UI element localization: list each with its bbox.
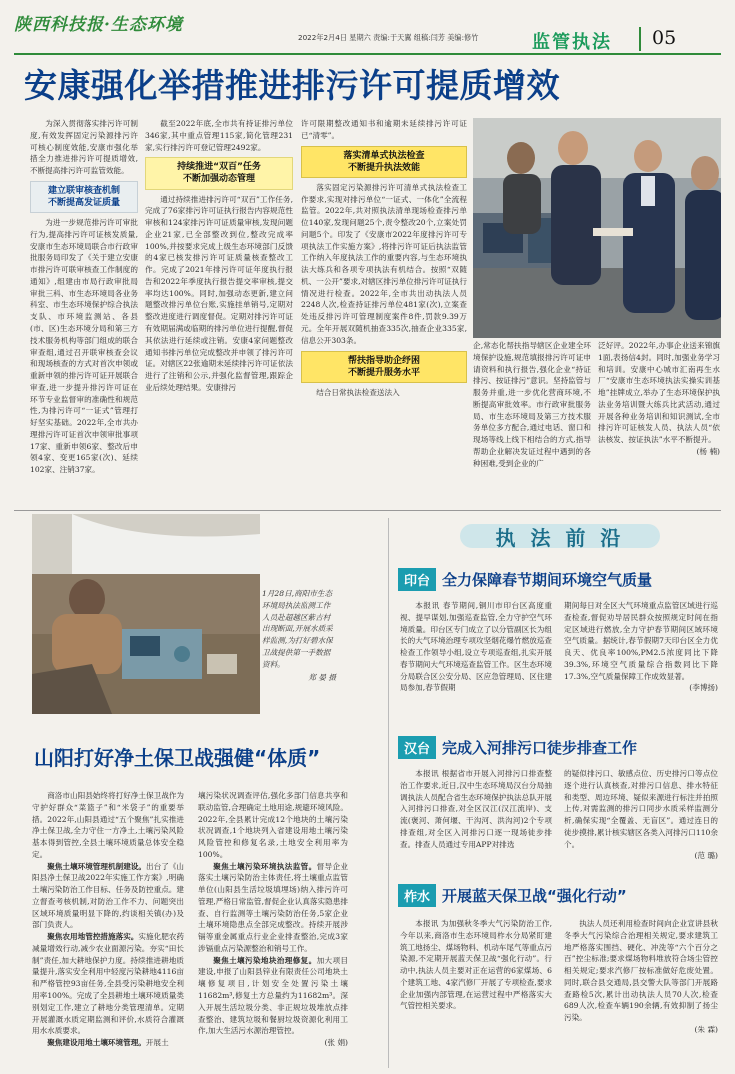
news-2-column-2 [564,768,718,874]
section-divider [14,510,721,511]
inspection-photo-illustration [473,118,721,338]
lead-column-3 [301,118,467,508]
lead-author: (杨 楠) [696,446,720,456]
lead-subhead-2: 持续推进“双百”任务 不断加强动态管理 [145,157,293,189]
caption-text: 1月28日,商阳市生态环境局执法监测工作人员赴超越区紫吉村出现断面,开展水质采样监测,为打好碧水保卫战提供第一手数据资料。 [262,589,333,669]
shanyang-point-1: 聚焦土壤环境管理机制建设。 [47,861,147,871]
shanyang-point-3-text: 开展土 [145,1038,169,1048]
news-3-col2: 执法人员还利用检查时间向企业宣讲县秋冬季大气污染综合治理相关规定,要求建筑工地严格落实围挡、硬化、冲洗等“六个百分之百”控尘标准;要求煤场物料堆放符合场尘管控相关规定;要求汽修厂按标准做好危废处置。同时,联合县交通局,县交警大队等部门开展路查路检5次,累计出动执法人员70人次,检查689人次,检查车辆190余辆,有效抑制了扬尘污染。 [564,919,718,1023]
news-1-col2: 期间每日对全区大气环境重点监管区域进行巡查检查,督促劝导居民群众按照规定时间在指定区域进行燃放,全力守护春节期间区域环境空气质量。据统计,春节假期7天印台区全力优良天、优良率100%,PM2.5浓度同比下降39.3%,环境空气质量综合指数同比下降17.3%,空气质量保障工作成效显著。 [564,601,718,681]
masthead-issue-info: 2022年2月4日 星期六 责编:于天翼 组稿:闫芳 美编:修竹 [298,33,479,42]
lead-column-2 [145,118,293,508]
lead-col5-body: 泛好评。2022年,办事企业送来锦旗1面,表扬信4封。同时,加强业务学习和培训。安康中心城市汇南再生水厂“安康市生态环境执法实操实训基地”挂牌成立,举办了生态环境保护执法业务培训暨大练兵比武活动,通过开展各种业务培训和知识测试,全市排污许可证核发人员、执法人员“依法核发、按证执法”水平不断提升。 [598,341,720,445]
masthead-logo: 陕西科技报·生态环境 [14,15,183,35]
lead-subhead-4: 帮扶指导助企纾困 不断提升服务水平 [301,351,467,383]
shanyang-column-2 [198,790,348,1070]
lead-col3-tail: 结合日常执法检查送法入 [316,387,400,397]
lead-col2-intro: 截至2022年底,全市共有持证排污单位346家,其中重点管理115家,简化管理231家,实行排污许可登记管理2492家。 [145,119,293,152]
lead-headline: 安康强化举措推进排污许可提质增效 [24,66,560,105]
news-2-col2: 的疑似排污口、敏感点位、历史排污口等点位逐个进行认真核查,对排污口信息、排水特征和类型、周边环境、疑似来源进行标注并拍照上传,对需监测的排污口同步水质采样监测分析,确保实现“全覆盖、无盲区”。通过连日的徒步摸排,累计核实辖区各类入河排污口110余个。 [564,769,718,849]
news-3-column-1 [400,918,552,1068]
page-number: 05 [652,27,677,49]
caption-credit: 郑 晏 摄 [308,673,336,683]
lead-col3-body: 落实固定污染源排污许可清单式执法检查工作要求,实现对排污单位“一证式、一体化”全流程监管。2022年,共对照执法清单现场检查排污单位140家,发现问题25个,责令整改20个,立案处罚问题5个。印发了《安康市2022年度排污许可专项执法工作实施方案》,将排污许可证后执法监管工作纳入年度执法工作的重要内容,与生态环境执法大练兵和各项专项执法有机结合。按照“双随机、一公开”要求,对辖区排污单位排污许可证执行情况进行检查。2022年,全市共出动执法人员2248人次,检查持证排污单位481家(次),立案查处违反排污许可管理制度案件8件,罚款9.39万元。全年开展双随机抽查335次,抽查企业335家,信息公开303条。 [301,182,467,345]
shanyang-point-2: 聚焦农用地管控措施落实。 [47,932,139,942]
news-2-author: (范 璐) [694,851,718,861]
shanyang-point-4-text: 督导企业落实土壤污染防治主体责任,将土壤重点监管单位(山阳县生活垃圾填埋场)纳入排污许可管理,严格日常监管,督促企业认真落实隐患排查、自行监测等土壤污染防治任务,5家企业土壤环境隐患点全部完成整改。持续开展涉镉等重金属重点行业企业排查整治,完成3家涉镉重点污染源整治和销号工作。 [198,861,348,953]
lead-column-1 [30,118,138,508]
sampling-photo-illustration [32,514,260,714]
lead-intro: 为深入贯彻落实排污许可制度,有效发挥固定污染源排污许可核心制度效能,安康市强化举措全力推进排污许可提质增效,不断提高排污许可监管效能。 [30,119,138,176]
masthead-rule [14,53,721,55]
shanyang-photo-sampling [32,514,260,714]
frontline-banner [460,518,660,554]
shanyang-point-4: 聚焦土壤污染环境执法监管。 [213,861,317,871]
shanyang-headline: 山阳打好净土保卫战强健“体质” [34,746,321,770]
news-1-title: 全力保障春节期间环境空气质量 [442,571,653,589]
news-2-tag: 汉台 [398,736,436,759]
lead-column-4 [473,340,591,510]
masthead [0,0,735,58]
masthead-divider [639,27,641,51]
news-3-col1: 本报讯 为加强秋冬季大气污染防治工作,今年以来,商洛市生态环境局柞水分局紧盯建筑工地扬尘、煤场物料、机动车尾气等重点污染源,不定期开展蓝天保卫战“强化行动”。行动中,执法人员主要对正在运营的6家煤场、6个建筑工地、4家汽修厂开展了专项检查,要求企业加强内部管理,在运营过程中严格落实大气管控相关要求。 [400,919,552,1011]
shanyang-point-2-text: 实施化肥农药减量增效行动,减少农业面源污染。夯实“田长制”责任,加大耕地保护力度。持续推进耕地质量提升,落实安全利用中轻度污染耕地4116亩和严格管控93亩任务,全县受污染耕地安全利用率100%。完成了全县耕地土壤环境质量类别划定工作,建立了耕地分类管理清单。定期开展灌溉水质定期监测和评价,水质符合灌溉用水水质要求。 [32,932,184,1036]
shanyang-author: (张 娟) [324,1038,348,1048]
shanyang-point-3: 聚焦建设用地土壤环境管理。 [47,1038,146,1048]
shanyang-point-5-text: 加大项目建设,申报了山阳县锌业有限责任公司地块土壤修复项目,计划安全处置污染土壤11682m³,修复土方总量约为11682m³。深入开展生活垃圾分类、非正规垃圾堆放点排查整治、建筑垃圾和餐厨垃圾资源化利用工作,加大生活污水源治理管控。 [198,955,348,1036]
news-1-col1: 本报讯 春节期间,铜川市印台区高度重视、提早谋划,加强巡查监管,全力守护空气环境质量。印台区专门成立了以分管副区长为组长的大气环境治理专项攻坚烟花爆竹燃放巡查检查工作领导小组,设立专项巡查组,扎实开展春节期间大气环境巡查监管工作。区生态环境分局联合区公安分局、区应急管理局、区住建局参加,春节假期 [400,601,552,693]
news-3-header [398,884,718,907]
news-1-column-2 [564,600,718,700]
news-1-author: (李博扬) [689,683,718,693]
lead-subhead-3: 落实清单式执法检查 不断提升执法效能 [301,146,467,178]
shanyang-point-5: 聚焦土壤污染地块治理修复。 [213,955,317,965]
news-2-header [398,736,718,759]
lead-col4-body: 企,常态化帮扶指导辖区企业建全环境保护设施,规范填报排污许可证申请资料和执行报告,强化企业“持证排污、按证排污”意识。坚持监管与服务并重,进一步优化营商环境,不断提高审批效率。市行政审批服务局、市生态环境局及第三方技术服务单位多方配合,通过电话、窗口和现场等线上线下相结合的方式,指导帮助企业解决发证过程中遇到的各种困难,受到企业的广 [473,341,591,468]
news-1-tag: 印台 [398,568,436,591]
shanyang-column-1 [32,790,184,1070]
shanyang-col2-a: 壤污染状况调查评估,强化多部门信息共享和联动监管,合理确定土地用途,规避环境风险。2022年,全县累计完成12个地块的土壤污染状况调查,1个地块列入省建设用地土壤污染风险管控和修复名录,土地安全利用率为100%。 [198,791,348,859]
lead-col1-body: 为进一步规范排污许可审批行为,提高排污许可证核发质量,安康市生态环境局联合市行政审批服务局印发了《关于建立安康市排污许可联审核查工作制度的通知》,组建由市局行政审批局审批三科、市生态环境局各业务科室、市生态环境保护综合执法支队、市环境监测站、各县(市、区)生态环境分局和第三方技术服务机构等部门组成的联合审查组,通过召开联审核查会议和现场核查的方式对首次申领或重新申领的排污许可证开展联合审查,进一步提升排污许可证在环节专业监督审的准确性和规范性,为排污许可“一证式”管理打好坚实基础。2022年,全市共办理排污许可证首次申领审批事项17家、重新申领6家、整改后申领4家、变更165家(次)、延续102家、注销37家。 [30,218,138,475]
news-1-header [398,568,718,591]
news-3-title: 开展蓝天保卫战“强化行动” [442,887,627,905]
frontline-banner-text: 执 法 前 沿 [495,526,625,550]
lead-col3-top: 许可限期整改通知书和逾期未延续排污许可证已“清零”。 [301,119,467,140]
news-1-column-1 [400,600,552,700]
section-name: 监管执法 [532,32,612,53]
shanyang-intro: 商洛市山阳县始终将打好净土保卫战作为守护好群众“菜篮子”和“米袋子”的重要举措。2022年,山阳县通过“五个聚焦”扎实推进净土保卫战,全力守住一方净土,土壤污染风险基本得到管控,全县土壤环境质量总体安全稳定。 [32,791,184,859]
shanyang-photo-caption [262,588,336,684]
lead-col2-body: 通过持续推进排污许可“双百”工作任务,完成了76家排污许可证执行报告内容规范性审核和124家排污许可证质量审核,发现问题企业21家,已全部整改到位,整改完成率100%,并按要求完成上级生态环境部门反馈的4家已核发排污许可证质量核查整改工作。完成了2021年排污许可证年度执行报告和2022年季度执行报告提交率审核,提交率均达100%。同时,加强动态更新,建立问题整改排污单位台账,实施挂单销号,定期对整改进度进行调度督促。定期对排污许可证有效期届满或临期的排污单位进行提醒,督促其依法进行延续或注销。安康4家问题整改通知书排污单位完成整改并申领了排污许可证。对辖区22张逾期未延续排污许可证依法进行了注销和公示,并强化监督管理,跟踪企业后续处理结果。安康排污 [145,194,293,392]
news-3-column-2 [564,918,718,1068]
lead-subhead-1: 建立联审核查机制 不断提高发证质量 [30,181,138,213]
news-2-title: 完成入河排污口徒步排查工作 [442,739,638,757]
lead-column-5 [598,340,720,510]
news-3-author: (朱 霖) [694,1024,718,1034]
shanyang-point-1-text: 出台了《山阳县净土保卫战2022年实施工作方案》,明确土壤污染防治工作目标、任务及防控重点。建立督查考核机制,对防治工作不力、问题突出区域环境质量明显下降的,约谈相关镇(办)及部门负责人。 [32,861,184,930]
news-2-col1: 本报讯 根据省市开展入河排污口排查整治工作要求,近日,汉中生态环境局汉台分局抽调执法人员配合省生态环境保护执法总队开展入河排污口排查,对全区汉江(汉江流岸)、支流(褒河、萧何堰、干沟河、洪沟河)2个专项排查组,对全区入河排污口逐一现场徒步排查。排查人员通过专用APP对排选 [400,769,552,849]
news-3-tag: 柞水 [398,884,436,907]
column-divider [388,518,389,1068]
lead-photo-inspection [473,118,721,338]
news-2-column-1 [400,768,552,874]
